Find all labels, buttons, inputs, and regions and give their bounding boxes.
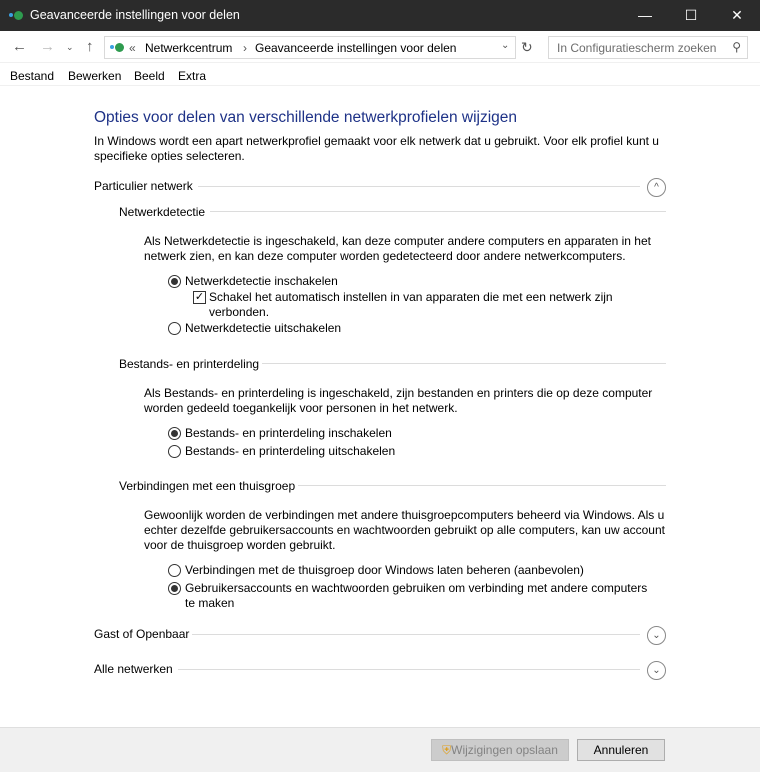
breadcrumb-netwerkcentrum[interactable]: Netwerkcentrum: [145, 41, 233, 55]
breadcrumb-separator-icon: ›: [243, 41, 247, 55]
dropdown-chevron-icon[interactable]: ⌄: [501, 40, 510, 51]
radio-label[interactable]: Gebruikersaccounts en wachtwoorden gebruiken om verbinding met andere computers te maken: [185, 581, 648, 610]
divider: [178, 669, 640, 670]
refresh-icon[interactable]: ↻: [521, 39, 533, 55]
menu-bewerken[interactable]: Bewerken: [68, 69, 122, 83]
window-title: Geavanceerde instellingen voor delen: [30, 8, 240, 22]
footer: [0, 727, 760, 772]
maximize-button[interactable]: ☐: [684, 7, 698, 23]
divider: [262, 363, 666, 364]
subsection-title: Verbindingen met een thuisgroep: [119, 479, 296, 493]
radio-label[interactable]: Netwerkdetectie uitschakelen: [185, 321, 342, 335]
menu-bestand[interactable]: Bestand: [10, 69, 55, 83]
section-all-networks[interactable]: Alle netwerken: [94, 662, 173, 676]
back-icon[interactable]: ←: [12, 38, 27, 55]
divider: [198, 186, 640, 187]
close-button[interactable]: ✕: [731, 7, 743, 23]
radio-homegroup-windows[interactable]: [168, 564, 181, 577]
shield-icon: ⛨: [442, 743, 452, 757]
save-button[interactable]: [431, 739, 569, 761]
menu-beeld[interactable]: Beeld: [134, 69, 165, 83]
search-placeholder: In Configuratiescherm zoeken: [557, 41, 717, 55]
checkbox-label[interactable]: Schakel het automatisch instellen in van apparaten die met een netwerk zijn verbonden.: [209, 290, 613, 319]
divider: [192, 634, 640, 635]
title-bar: [0, 0, 760, 31]
network-icon: [9, 9, 23, 21]
network-icon: [110, 42, 124, 54]
sharing-desc: Als Bestands- en printerdeling is ingeschakeld, zijn bestanden en printers die op deze computer worden gedeeld toegankelijk voor personen in het netwerk.: [144, 386, 653, 415]
breadcrumb-overflow[interactable]: «: [129, 41, 136, 55]
page-title: Opties voor delen van verschillende netwerkprofielen wijzigen: [94, 109, 518, 126]
divider: [298, 485, 666, 486]
breadcrumb-current[interactable]: Geavanceerde instellingen voor delen: [255, 41, 457, 55]
radio-sharing-on[interactable]: [168, 427, 181, 440]
minimize-button[interactable]: —: [638, 7, 652, 23]
menu-bar: [0, 64, 760, 86]
section-guest[interactable]: Gast of Openbaar: [94, 627, 190, 641]
radio-label[interactable]: Netwerkdetectie inschakelen: [185, 274, 338, 288]
save-label: Wijzigingen opslaan: [451, 743, 558, 757]
radio-label[interactable]: Bestands- en printerdeling inschakelen: [185, 426, 392, 440]
radio-homegroup-accounts[interactable]: [168, 582, 181, 595]
discovery-desc: Als Netwerkdetectie is ingeschakeld, kan deze computer andere computers en apparaten in het netwerk zien, en kan deze computer worden gedetecteerd door andere netwerkcomputers.: [144, 234, 651, 263]
address-input[interactable]: [104, 36, 516, 59]
menu-extra[interactable]: Extra: [178, 69, 207, 83]
subsection-title: Netwerkdetectie: [119, 205, 206, 219]
recent-chevron-icon[interactable]: ⌄: [66, 42, 74, 52]
radio-discovery-on[interactable]: [168, 275, 181, 288]
search-input[interactable]: [548, 36, 748, 59]
divider: [210, 211, 666, 212]
homegroup-desc: Gewoonlijk worden de verbindingen met andere thuisgroepcomputers beheerd via Windows. Als u echter dezelfde gebruikersaccounts en wachtwoorden gebruikt op alle computers, kan uw account voor de thuisgroep worden gebruikt.: [144, 508, 665, 552]
forward-icon[interactable]: →: [40, 38, 55, 55]
section-private[interactable]: Particulier netwerk: [94, 179, 193, 193]
radio-discovery-off[interactable]: [168, 322, 181, 335]
radio-label[interactable]: Verbindingen met de thuisgroep door Windows laten beheren (aanbevolen): [185, 563, 584, 577]
subsection-title: Bestands- en printerdeling: [119, 357, 260, 371]
search-icon[interactable]: ⚲: [732, 40, 741, 54]
address-bar: [0, 31, 760, 63]
collapse-chevron-icon[interactable]: ^: [647, 178, 666, 197]
intro-text: In Windows wordt een apart netwerkprofiel gemaakt voor elk netwerk dat u gebruikt. Voor elk profiel kunt u specifieke opties selecteren.: [94, 134, 659, 163]
expand-chevron-icon[interactable]: ⌄: [647, 661, 666, 680]
expand-chevron-icon[interactable]: ⌄: [647, 626, 666, 645]
cancel-button[interactable]: Annuleren: [577, 739, 665, 761]
radio-label[interactable]: Bestands- en printerdeling uitschakelen: [185, 444, 396, 458]
radio-sharing-off[interactable]: [168, 445, 181, 458]
up-icon[interactable]: ↑: [86, 38, 94, 55]
checkbox-auto-setup[interactable]: ✓: [194, 291, 205, 303]
